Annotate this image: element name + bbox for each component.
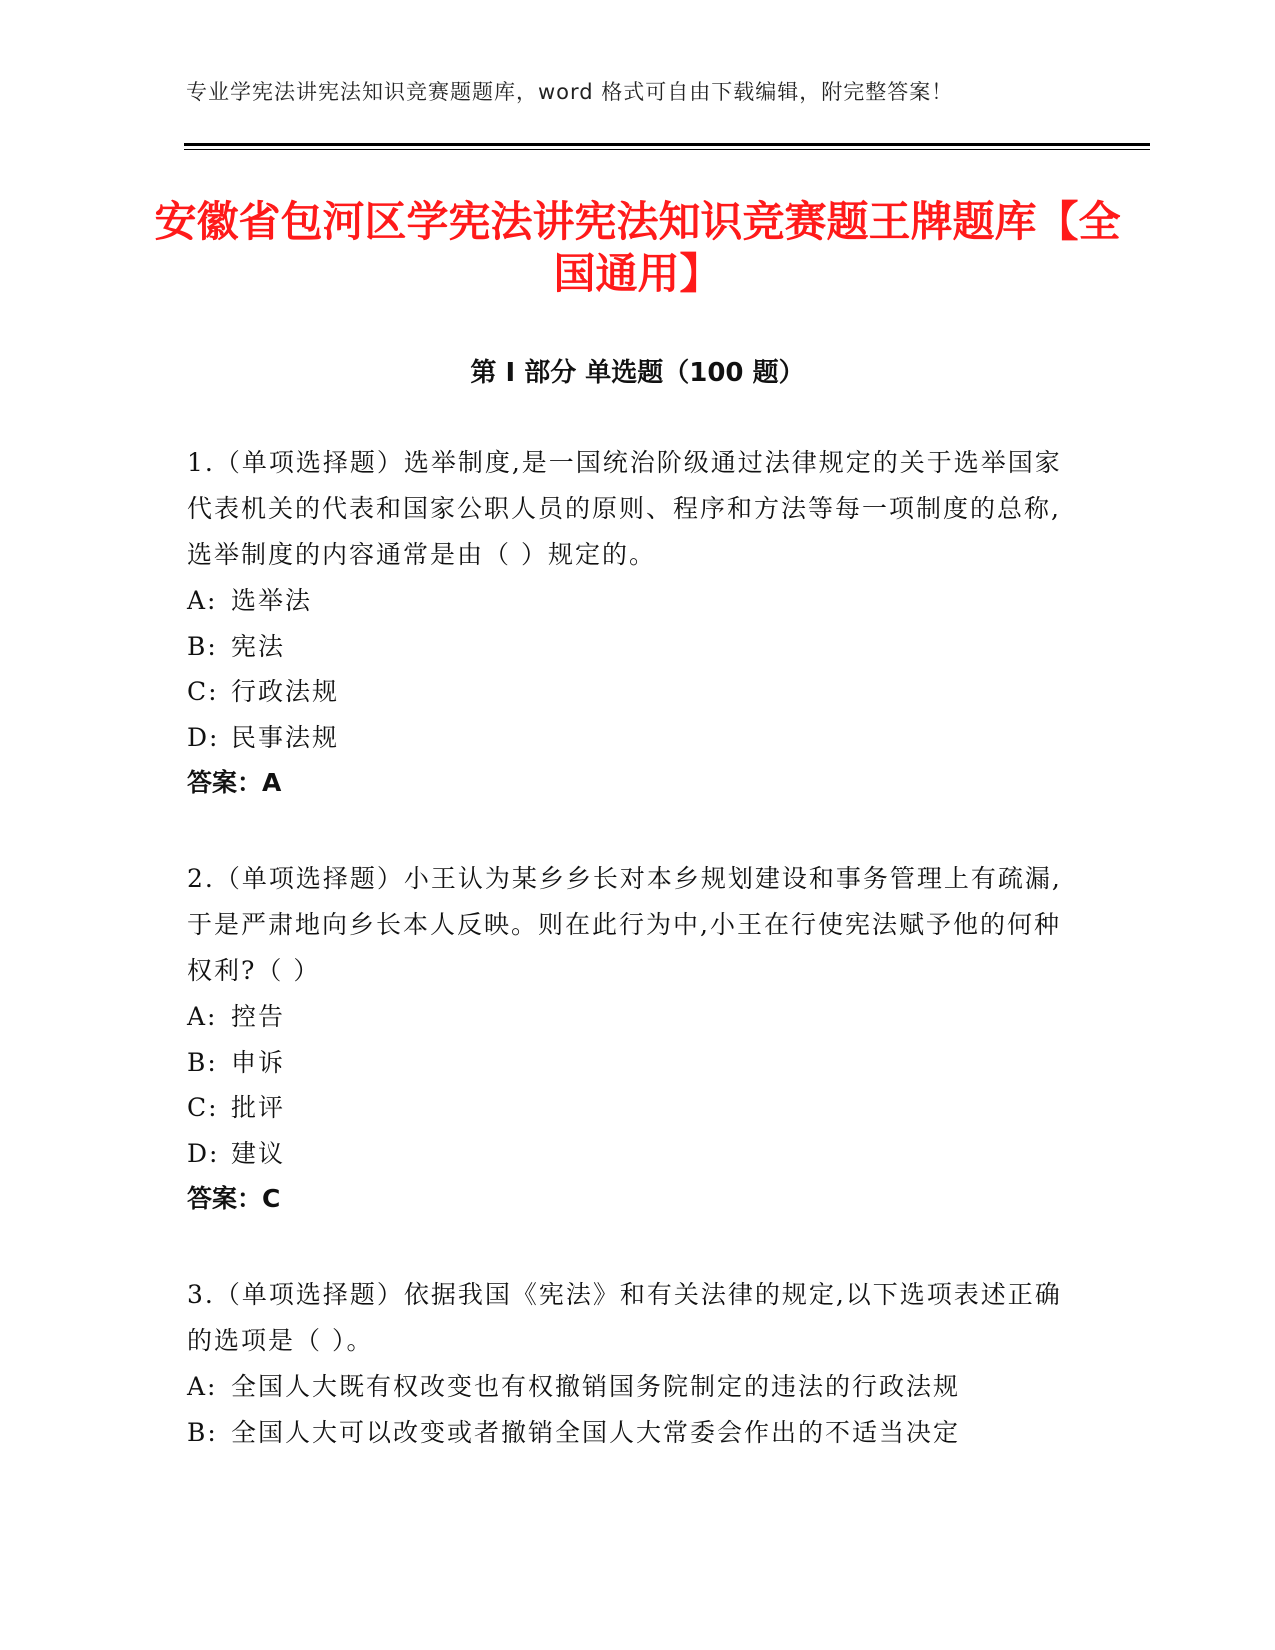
header-rule-thick	[184, 143, 1150, 146]
header-note: 专业学宪法讲宪法知识竞赛题题库，word 格式可自由下载编辑，附完整答案！	[186, 80, 954, 104]
option-a	[187, 578, 1077, 624]
option-letter: C:	[187, 677, 219, 706]
question-list	[187, 440, 1077, 1505]
option-letter: B:	[187, 631, 218, 661]
question-stem: 2.（单项选择题）小王认为某乡乡长对本乡规划建设和事务管理上有疏漏,于是严肃地向乡长本人反映。则在此行为中,小王在行使宪法赋予他的何种权利?（ ）	[187, 864, 1062, 985]
option-text: 宪法	[231, 631, 286, 661]
option-letter: D:	[187, 1138, 220, 1168]
option-text: 全国人大既有权改变也有权撤销国务院制定的违法的行政法规	[231, 1372, 961, 1401]
option-c	[187, 1085, 1077, 1131]
question-3	[187, 1272, 1077, 1455]
option-text: 民事法规	[231, 722, 340, 752]
option-text: 行政法规	[231, 677, 340, 706]
option-text: 全国人大可以改变或者撤销全国人大常委会作出的不适当决定	[231, 1417, 961, 1447]
option-a	[187, 1364, 1077, 1410]
option-b	[187, 1040, 1077, 1086]
question-2	[187, 856, 1077, 1222]
option-d	[187, 715, 1077, 761]
option-letter: C:	[187, 1093, 219, 1122]
option-text: 建议	[231, 1138, 286, 1168]
option-letter: B:	[187, 1047, 218, 1077]
question-stem: 1.（单项选择题）选举制度,是一国统治阶级通过法律规定的关于选举国家代表机关的代表和国家公职人员的原则、程序和方法等每一项制度的总称,选举制度的内容通常是由（ ）规定的。	[187, 448, 1062, 569]
question-stem: 3.（单项选择题）依据我国《宪法》和有关法律的规定,以下选项表述正确的选项是（ ）。	[187, 1280, 1062, 1355]
option-letter: A:	[187, 1372, 218, 1401]
answer-line: 答案：C	[187, 1184, 281, 1213]
question-1	[187, 440, 1077, 806]
section-heading: 第 I 部分 单选题（100 题）	[470, 358, 805, 388]
option-text: 控告	[231, 1002, 286, 1031]
option-a	[187, 994, 1077, 1040]
option-letter: D:	[187, 722, 220, 752]
answer-line: 答案：A	[187, 768, 282, 797]
option-text: 选举法	[231, 586, 313, 615]
option-b	[187, 624, 1077, 670]
document-title: 安徽省包河区学宪法讲宪法知识竞赛题王牌题库【全国通用】	[154, 197, 1121, 298]
option-c	[187, 669, 1077, 715]
option-text: 申诉	[231, 1047, 286, 1077]
option-b	[187, 1410, 1077, 1456]
option-letter: A:	[187, 586, 218, 615]
option-letter: A:	[187, 1002, 218, 1031]
header-rule-thin	[184, 149, 1150, 150]
option-letter: B:	[187, 1417, 218, 1447]
option-d	[187, 1131, 1077, 1177]
option-text: 批评	[231, 1093, 286, 1122]
